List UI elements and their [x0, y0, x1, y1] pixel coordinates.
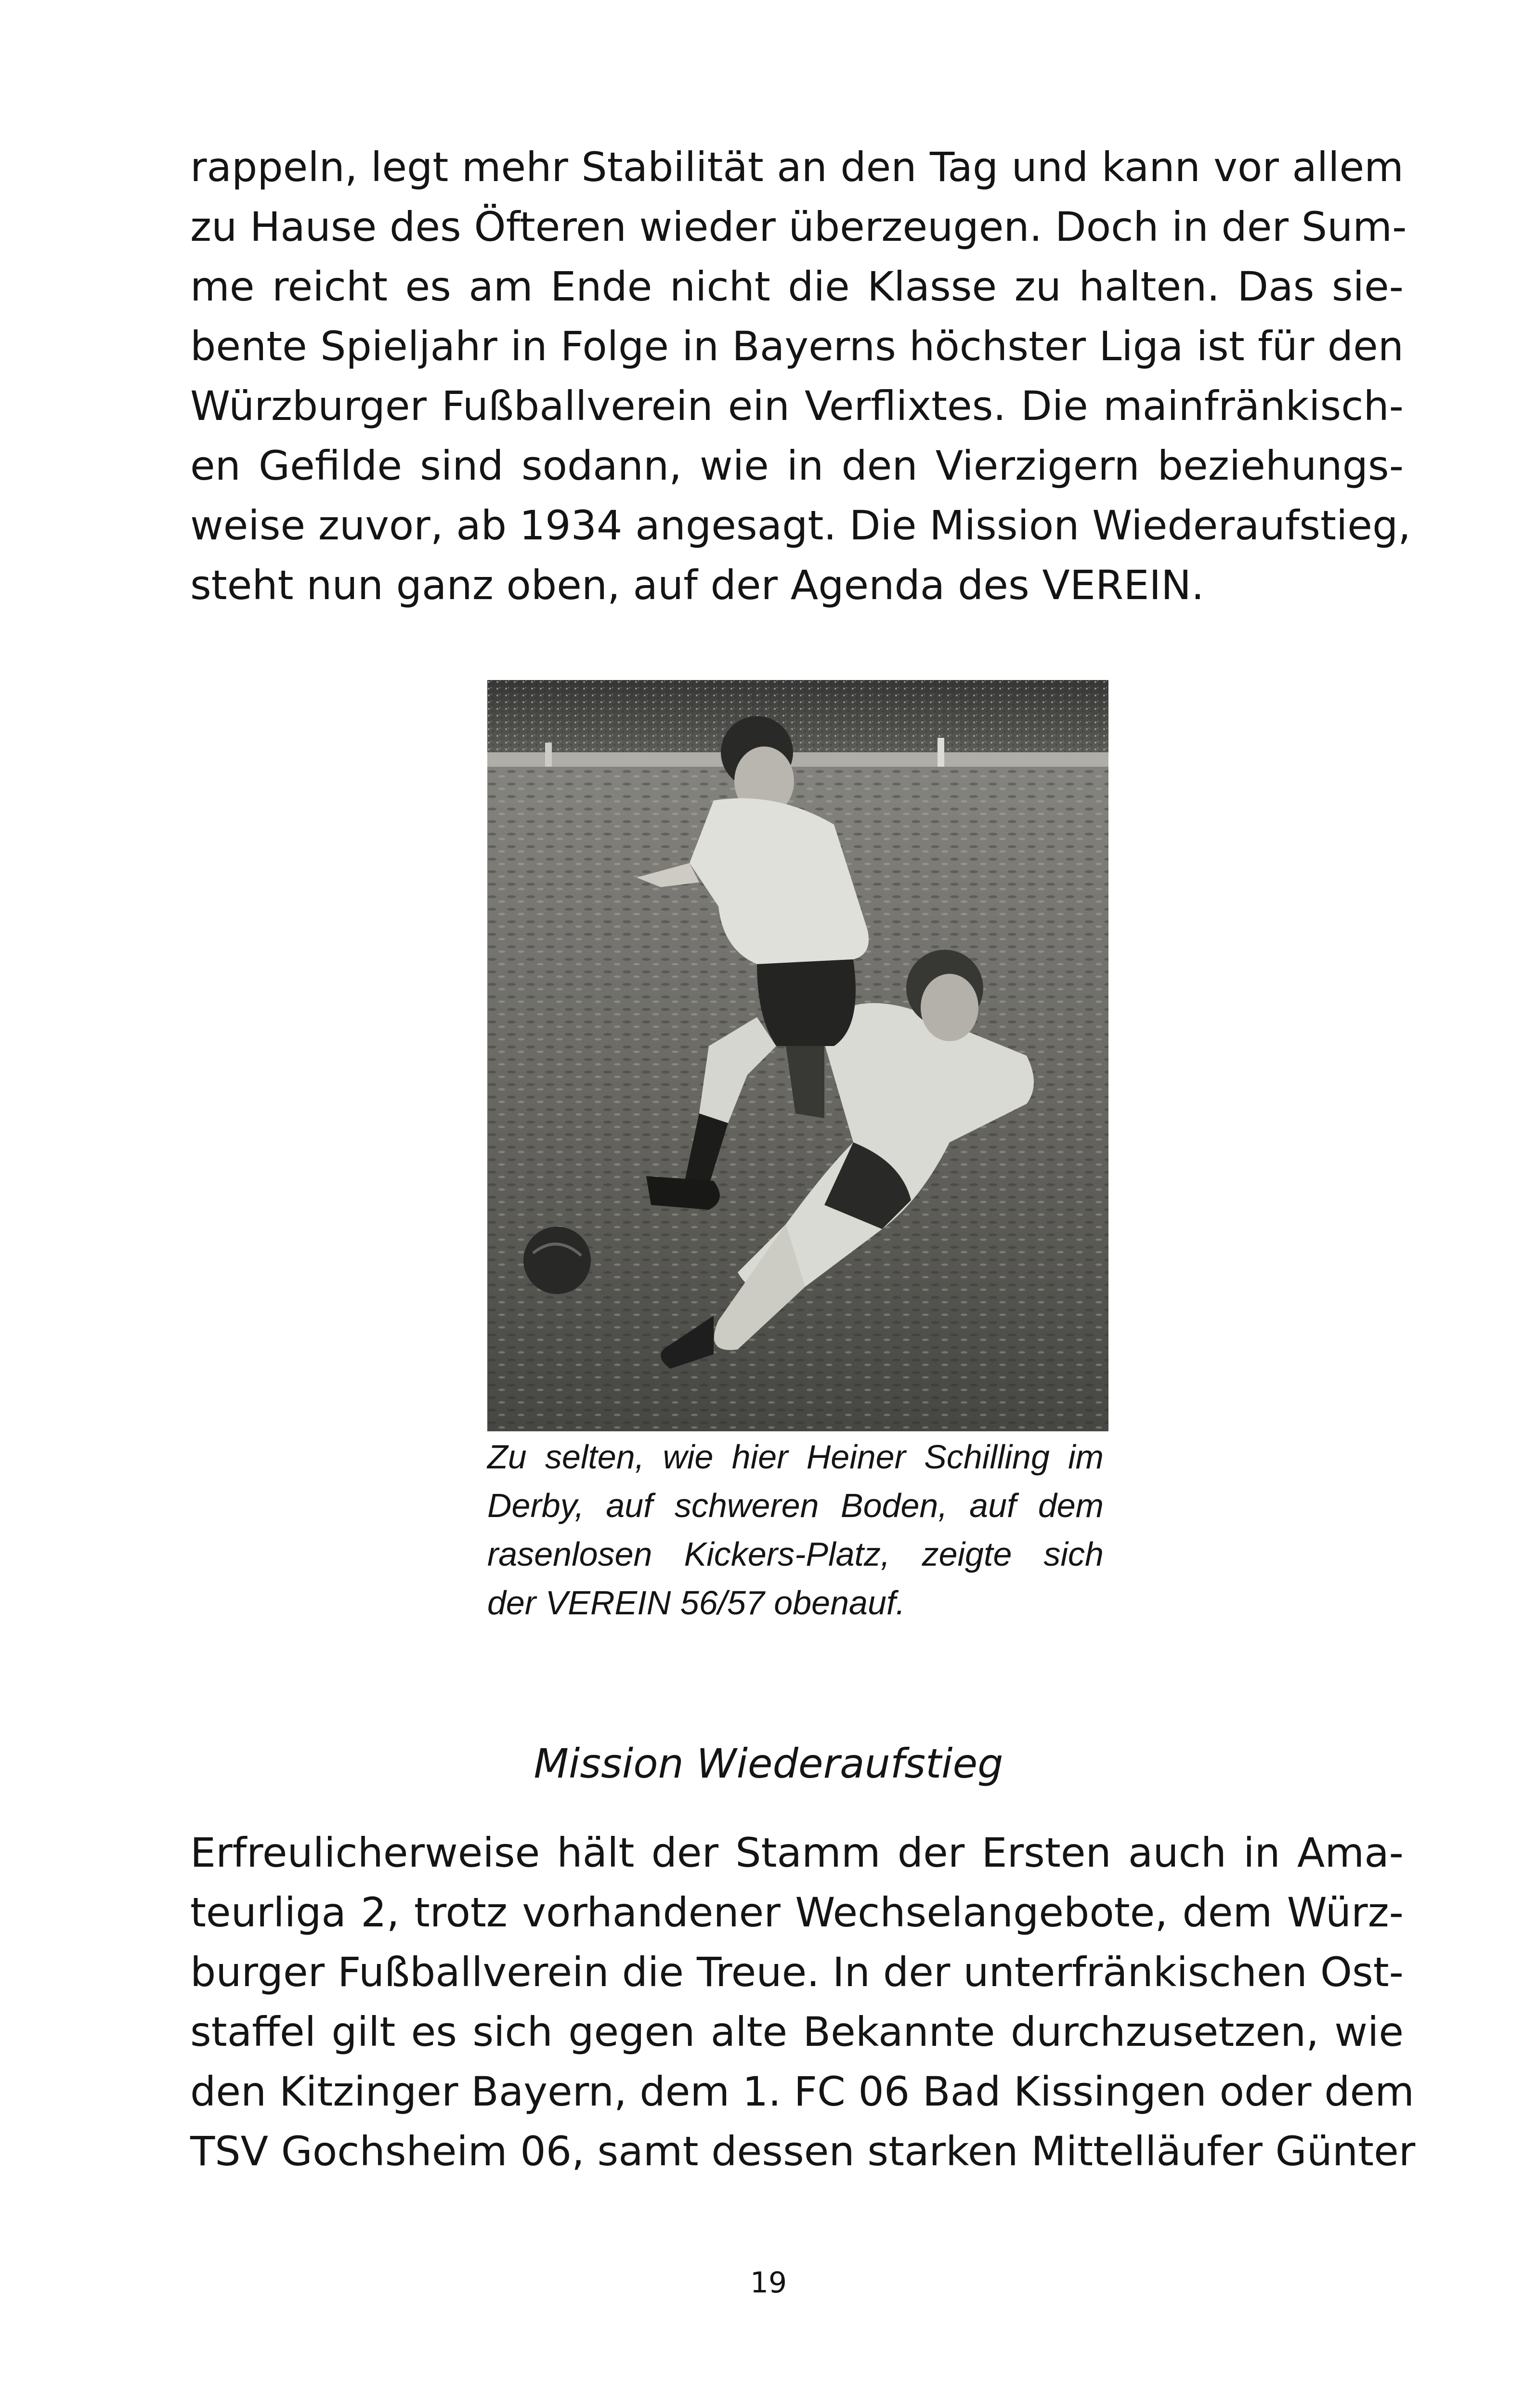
caption-line: Zu selten, wie hier Heiner Schilling im: [487, 1438, 1104, 1476]
football-photo-illustration: [487, 680, 1108, 1431]
text-line: staffel gilt es sich gegen alte Bekannte durchzusetzen, wie: [190, 2008, 1404, 2055]
text-line: zu Hause des Öfteren wieder überzeugen. Doch in der Sum-: [190, 203, 1407, 250]
page-number: 19: [750, 2266, 787, 2300]
caption-line: der VEREIN 56/57 obenauf.: [487, 1584, 905, 1622]
text-line: burger Fußballverein die Treue. In der unterfränkischen Ost-: [190, 1949, 1404, 1996]
body-paragraph-1: [190, 137, 1411, 615]
text-line: Erfreulicherweise hält der Stamm der Ersten auch in Ama-: [190, 1829, 1404, 1876]
football-photo: [487, 680, 1108, 1431]
text-line: rappeln, legt mehr Stabilität an den Tag und kann vor allem: [190, 144, 1404, 191]
text-line: bente Spieljahr in Folge in Bayerns höchster Liga ist für den: [190, 323, 1404, 370]
text-line: me reicht es am Ende nicht die Klasse zu halten. Das sie-: [190, 263, 1404, 310]
text-line: Würzburger Fußballverein ein Verflixtes. Die mainfränkisch-: [190, 382, 1404, 430]
text-line: weise zuvor, ab 1934 angesagt. Die Mission Wiederaufstieg,: [190, 502, 1411, 549]
text-line: TSV Gochsheim 06, samt dessen starken Mittelläufer Günter: [190, 2128, 1416, 2175]
photo-caption: [487, 1433, 1104, 1627]
body-paragraph-2: [190, 1823, 1416, 2181]
text-line: den Kitzinger Bayern, dem 1. FC 06 Bad Kissingen oder dem: [190, 2068, 1415, 2115]
caption-line: rasenlosen Kickers-Platz, zeigte sich: [487, 1535, 1104, 1573]
caption-line: Derby, auf schweren Boden, auf dem: [487, 1487, 1104, 1524]
text-line: en Gefilde sind sodann, wie in den Vierzigern beziehungs-: [190, 442, 1404, 489]
text-line: steht nun ganz oben, auf der Agenda des VEREIN.: [190, 562, 1204, 609]
section-heading: Mission Wiederaufstieg: [534, 1740, 1003, 1787]
text-line: teurliga 2, trotz vorhandener Wechselangebote, dem Würz-: [190, 1889, 1404, 1936]
